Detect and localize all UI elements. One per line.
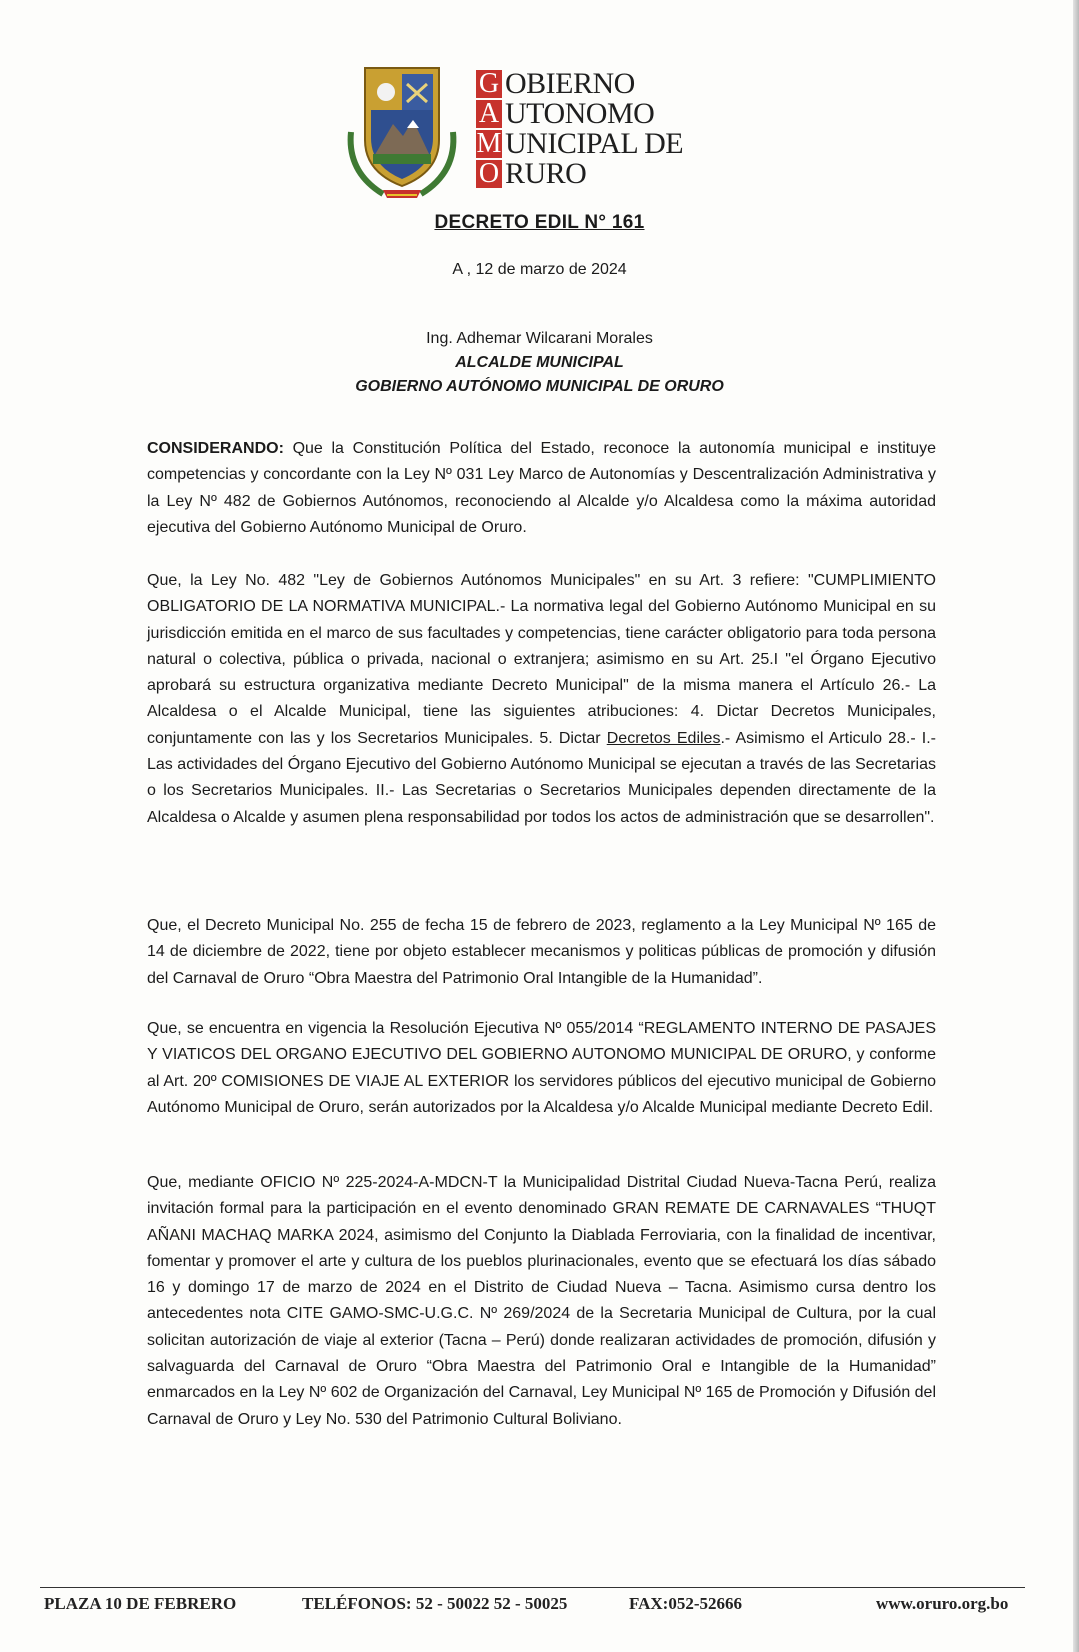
decree-title: DECRETO EDIL N° 161 [434,212,645,233]
logo-letter: A [476,100,502,128]
paragraph-considerando [147,436,936,541]
logo-letter: M [476,128,502,159]
logo-word: RURO [505,157,587,190]
considerando-text: Que la Constitución Política del Estado, reconoce la autonomía municipal e instituye competencias y concordante con la Ley Nº 031 Ley Marco de Autonomías y Descentralización Administrativa y la Ley Nº 482 de Gobiernos Autónomos, reconociendo al Alcalde y/o Alcaldesa como la máxima autoridad ejecutiva del Gobierno Autónomo Municipal de Oruro. [147,440,936,536]
paragraph-ley-482 [147,568,936,831]
logo-word: OBIERNO [505,67,635,100]
logo-word: UNICIPAL DE [505,127,684,160]
paragraph-decreto-255: Que, el Decreto Municipal No. 255 de fecha 15 de febrero de 2023, reglamento a la Ley Municipal Nº 165 de 14 de diciembre de 2022, tiene por objeto establecer mecanismos y politicas públicas de promoción y difusión del Carnaval de Oruro “Obra Maestra del Patrimonio Oral Intangible de la Humanidad”. [147,917,936,987]
logo-word: UTONOMO [505,97,655,130]
paragraph-resolucion-055: Que, se encuentra en vigencia la Resolución Ejecutiva Nº 055/2014 “REGLAMENTO INTERNO DE PASAJES Y VIATICOS DEL ORGANO EJECUTIVO DEL GOBIERNO AUTONOMO MUNICIPAL DE ORURO, y conforme al Art. 20º COMISIONES DE VIAJE AL EXTERIOR los servidores públicos del ejecutivo municipal de Gobierno Autónomo Municipal de Oruro, serán autorizados por la Alcaldesa y/o Alcalde Municipal mediante Decreto Edil. [147,1020,936,1116]
decree-date: A , 12 de marzo de 2024 [452,261,627,278]
coat-of-arms-icon [343,62,461,202]
page-edge-shadow [1073,0,1079,1652]
footer-divider [40,1587,1025,1588]
signatory-name: Ing. Adhemar Wilcarani Morales [426,330,653,347]
signatory-role: ALCALDE MUNICIPAL [455,354,624,371]
considerando-lead: CONSIDERANDO: [147,440,284,457]
footer-fax: FAX:052-52666 [629,1594,742,1613]
paragraph-oficio-225: Que, mediante OFICIO Nº 225-2024-A-MDCN-T la Municipalidad Distrital Ciudad Nueva-Tacna Perú, realiza invitación formal para la participación en el evento denominado GRAN REMATE DE CARNAVALES “THUQT AÑANI MACHAQ MARKA 2024, asimismo del Conjunto la Diablada Ferroviaria, con la finalidad de incentivar, fomentar y promover el arte y cultura de los pueblos plurinacionales, evento que se efectuará los días sábado 16 y domingo 17 de marzo de 2024 en el Distrito de Ciudad Nueva – Tacna. Asimismo cursa dentro los antecedentes nota CITE GAMO-SMC-U.G.C. Nº 269/2024 de la Secretaria Municipal de Cultura, por la cual solicitan autorización de viaje al exterior (Tacna – Perú) donde realizaran actividades de promoción, difusión y salvaguarda del Carnaval de Oruro “Obra Maestra del Patrimonio Oral e Intangible de la Humanidad” enmarcados en la Ley Nº 602 de Organización del Carnaval, Ley Municipal Nº 165 de Promoción y Difusión del Carnaval de Oruro y Ley No. 530 del Patrimonio Cultural Boliviano. [147,1174,937,1428]
signatory-entity: GOBIERNO AUTÓNOMO MUNICIPAL DE ORURO [355,378,724,395]
footer-address: PLAZA 10 DE FEBRERO [44,1594,237,1613]
logo-letter: O [476,160,502,188]
signatory-block [0,327,1079,399]
logo-words [505,67,684,190]
footer-website: www.oruro.org.bo [876,1594,1009,1613]
footer-phones: TELÉFONOS: 52 - 50022 52 - 50025 [302,1594,568,1613]
logo-letter: G [476,70,502,98]
decretos-ediles-underlined: Decretos Ediles [606,729,721,747]
ley-482-text-b: .- Asimismo el Articulo 28.- I.- Las actividades del Órgano Ejecutivo del Gobierno Autónomo Municipal se ejecutan a través de las Secretarias o los Secretarios Municipales. II.- Las Secretarias o Secretarios Municipales dependen directamente de la Alcaldesa o Alcalde y asumen plena responsabilidad por todos los actos de administración que se desarrollen". [147,729,937,826]
ley-482-text-a: Que, la Ley No. 482 "Ley de Gobiernos Autónomos Municipales" en su Art. 3 refiere: "CUMPLIMIENTO OBLIGATORIO DE LA NORMATIVA MUNICIPAL.- La normativa legal del Gobierno Autónomo Municipal en su jurisdicción emitida en el marco de sus facultades y competencias, tiene carácter obligatorio para toda persona natural o colectiva, pública o privada, nacional o extranjera; asimismo en su Art. 25.I "el Órgano Ejecutivo aprobará su estructura organizativa mediante Decreto Municipal" de la misma manera el Artículo 26.- La Alcaldesa o el Alcalde Municipal, tiene las siguientes atribuciones: 4. Dictar Decretos Municipales, conjuntamente con las y los Secretarios Municipales. 5. Dictar [147,572,936,747]
municipal-logo [343,62,733,212]
